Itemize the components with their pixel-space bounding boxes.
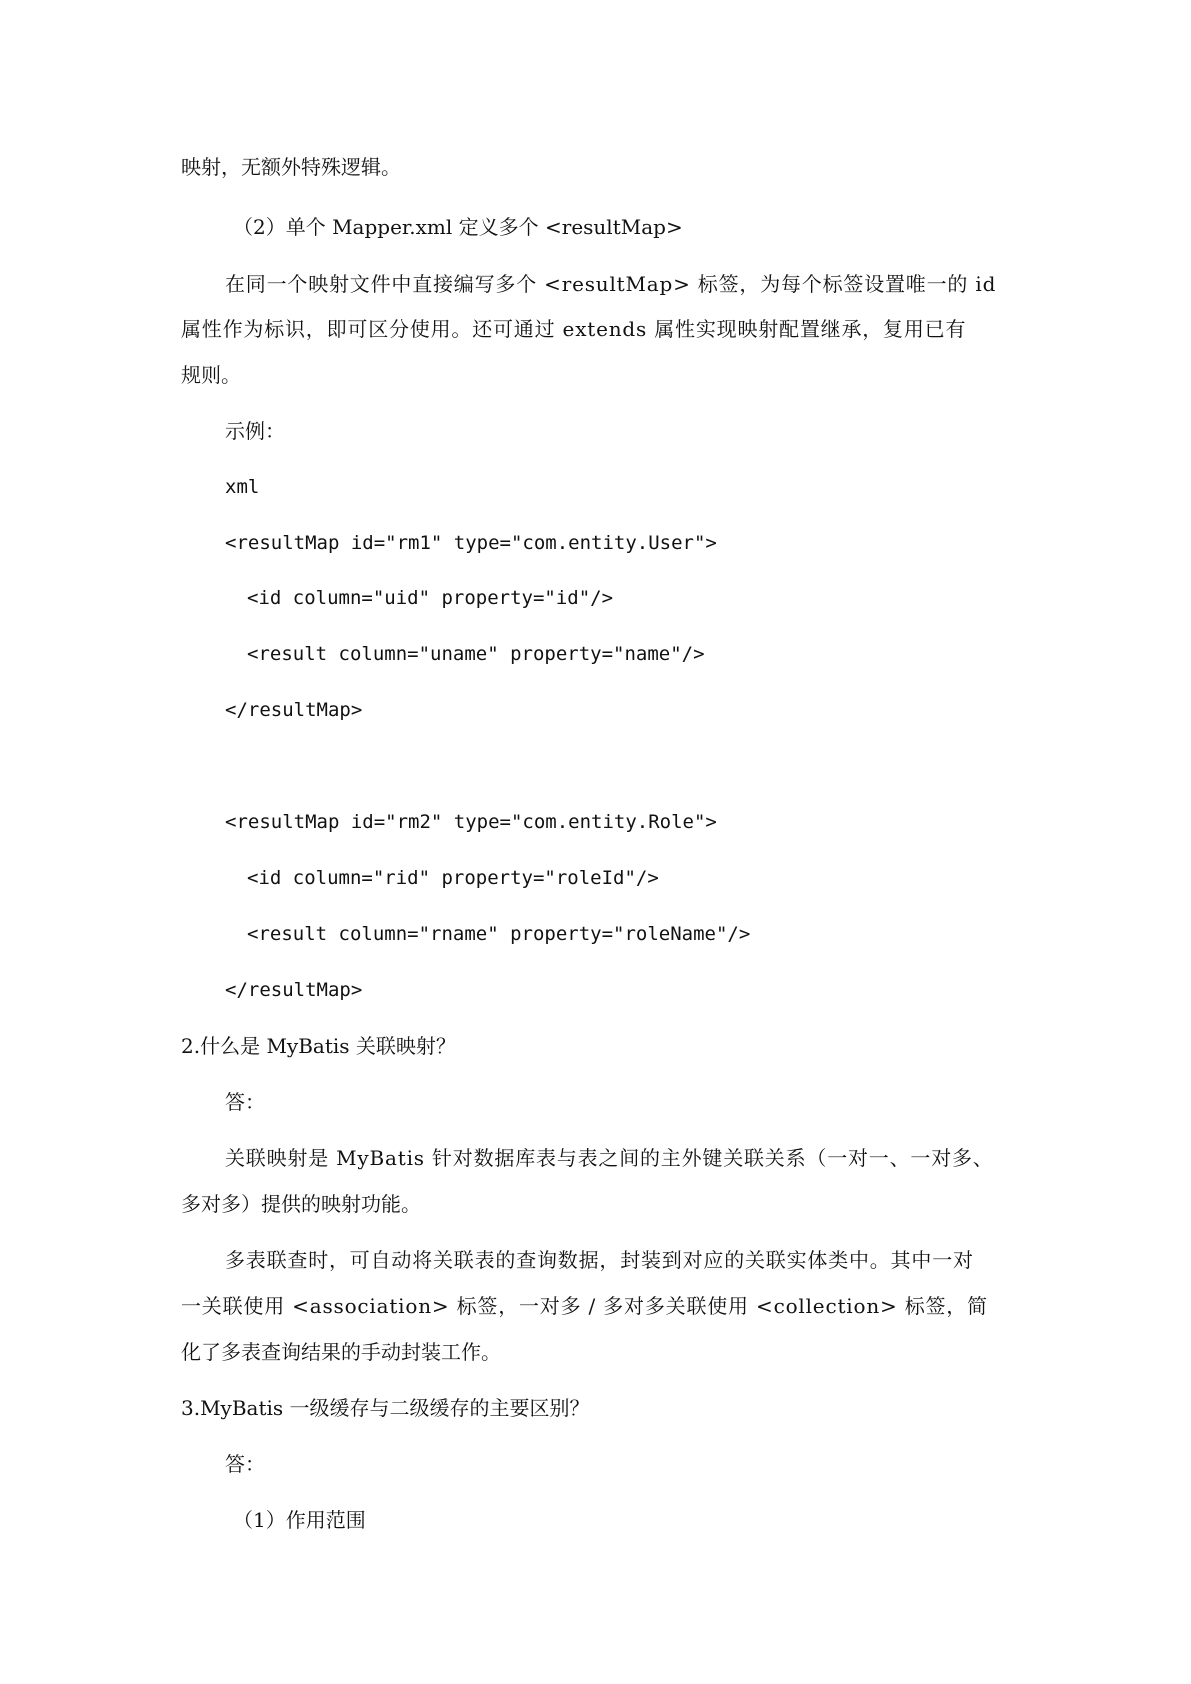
code-line: <resultMap id="rm1" type="com.entity.User"> [225, 532, 717, 554]
paragraph-line: 关联映射是 MyBatis 针对数据库表与表之间的主外键关联关系（一对一、一对多、 [225, 1146, 994, 1170]
code-line: </resultMap> [225, 699, 363, 721]
code-line: <resultMap id="rm2" type="com.entity.Role"> [225, 811, 717, 833]
paragraph-line: 多表联查时，可自动将关联表的查询数据，封装到对应的关联实体类中。其中一对 [225, 1248, 974, 1272]
subheading-2: （2）单个 Mapper.xml 定义多个 <resultMap> [233, 215, 683, 239]
example-label: 示例： [225, 419, 285, 443]
answer-label: 答： [225, 1090, 265, 1114]
paragraph-line: 规则。 [181, 363, 241, 387]
paragraph-continuation: 映射，无额外特殊逻辑。 [181, 155, 401, 179]
question-heading-3: 3.MyBatis 一级缓存与二级缓存的主要区别？ [181, 1396, 590, 1420]
subheading-1: （1）作用范围 [233, 1508, 366, 1532]
code-line: <result column="rname" property="roleName"/> [247, 923, 751, 945]
paragraph-line: 多对多）提供的映射功能。 [181, 1192, 421, 1216]
paragraph-line: 一关联使用 <association> 标签，一对多 / 多对多关联使用 <collection> 标签，简 [181, 1294, 988, 1318]
answer-label: 答： [225, 1452, 265, 1476]
code-line: <id column="uid" property="id"/> [247, 587, 614, 609]
code-line: </resultMap> [225, 979, 363, 1001]
paragraph-line: 在同一个映射文件中直接编写多个 <resultMap> 标签，为每个标签设置唯一的 id [225, 272, 997, 296]
code-language-label: xml [225, 476, 260, 498]
code-line: <id column="rid" property="roleId"/> [247, 867, 659, 889]
code-line: <result column="uname" property="name"/> [247, 643, 705, 665]
question-heading-2: 2.什么是 MyBatis 关联映射？ [181, 1034, 456, 1058]
paragraph-line: 属性作为标识，即可区分使用。还可通过 extends 属性实现映射配置继承，复用已有 [181, 317, 967, 341]
paragraph-line: 化了多表查询结果的手动封装工作。 [181, 1340, 501, 1364]
